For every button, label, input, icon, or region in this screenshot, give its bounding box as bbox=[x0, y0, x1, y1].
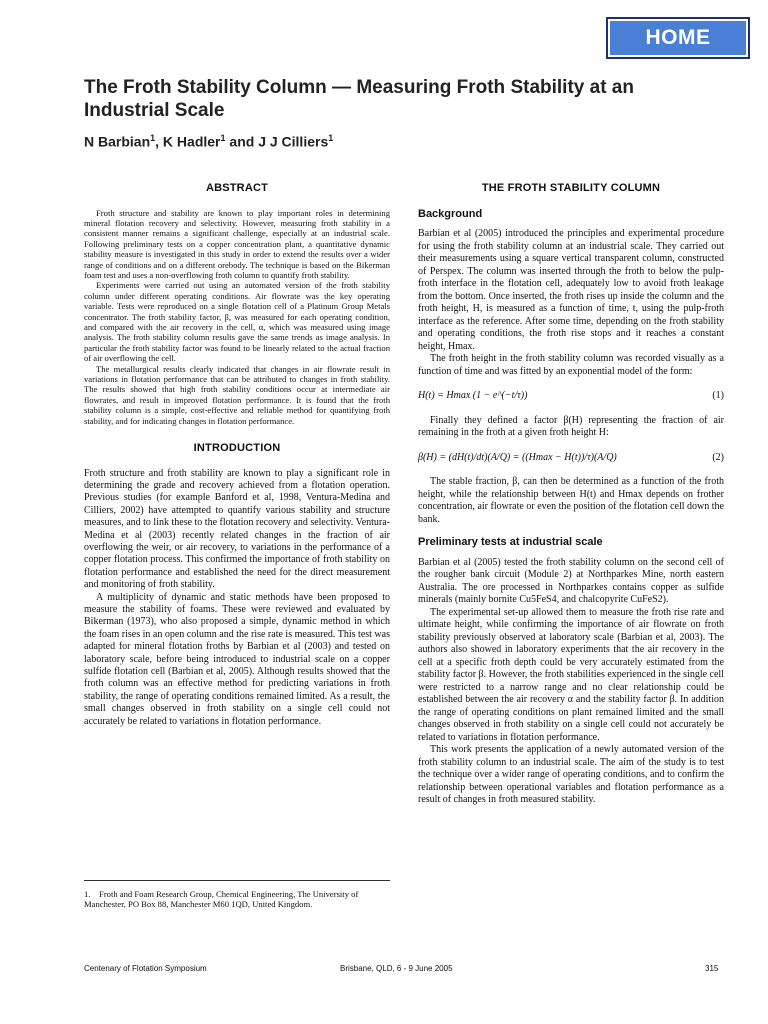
author-affiliation: 1 bbox=[328, 133, 334, 143]
background-paragraph: Barbian et al (2005) introduced the principles and experimental procedure for using the froth stability column at an industrial scale. They carried out their measurements using a square vertical transparent column, constructed of Perspex. The column was inserted through the froth to below the pulp-froth interface in the flotation cell, adequately low to avoid froth leakage from the bottom. Once inserted, the froth rises up inside the column and the froth height, H, is measured as a function of time, t, using the pulp-froth interface as the reference. After some time, depending on the froth stability and operating conditions, the froth rise stops and it reaches a constant height, Hmax. bbox=[418, 228, 724, 352]
equation-2 bbox=[418, 452, 724, 465]
author-affiliation: 1 bbox=[220, 133, 226, 143]
left-column bbox=[84, 182, 390, 728]
author-separator: , bbox=[155, 133, 163, 150]
right-column bbox=[418, 182, 724, 807]
equation-2-number: (2) bbox=[712, 451, 724, 463]
footnote bbox=[84, 880, 390, 910]
preliminary-paragraph: This work presents the application of a newly automated version of the froth stability column to an industrial scale. The aim of the study is to test the technique over a wider range of operating conditions, and to confirm the relationship between operational variables and flotation performance as a result of changes in froth measured stability. bbox=[418, 744, 724, 805]
equation-1-expression: H(t) = Hmax (1 − e^(−t/τ)) bbox=[418, 390, 528, 401]
preliminary-paragraph: Barbian et al (2005) tested the froth stability column on the second cell of the rougher bank circuit (Module 2) at Northparkes Mine, north eastern Australia. The ore processed in Northparkes contains copper as sulfide minerals (mainly bornite Cu5FeS4, and chalcopyrite CuFeS2). bbox=[418, 556, 724, 605]
footer-conference: Centenary of Flotation Symposium bbox=[84, 964, 207, 973]
introduction-section bbox=[84, 442, 390, 728]
equation-2-expression: β(H) = (dH(t)/dt)(A/Q) = ((Hmax − H(t))/τ)(A/Q) bbox=[418, 451, 617, 463]
footnote-rule bbox=[84, 880, 390, 881]
author-name: K Hadler bbox=[162, 133, 221, 150]
equation-intro-paragraph: Finally they defined a factor β(H) representing the fraction of air remaining in the froth at a given froth height H: bbox=[418, 414, 724, 438]
introduction-paragraph: Froth structure and froth stability are known to play a significant role in determining the grade and recovery achieved from a flotation operation. Previous studies (for example Banford et al, 1998, Ventura-Medina and Cilliers, 2002) have attempted to quantify various stability and structure measures, and to link these to the flotation recovery and selectivity. Ventura-Medina et al (2003) recently related changes in the fraction of air overflowing the weir, or air recovery, to variations in the performance of a copper flotation process. This confirmed the importance of froth stability on flotation performance and established the need for the direct measurement and monitoring of froth stability. bbox=[84, 467, 391, 591]
equation-1-number: (1) bbox=[712, 390, 724, 401]
paper-title: The Froth Stability Column — Measuring Froth Stability at an Industrial Scale bbox=[84, 77, 634, 121]
introduction-paragraph: A multiplicity of dynamic and static methods have been proposed to measure the stability of foams. These were reviewed and evaluated by Bikerman (1973), who also proposed a simple, dynamic method in which the foam rises in an open column and the rise rate is measured. This test was adapted for mineral flotation froths by Barbian et al (2003) and tested on laboratory scale, before being introduced to industrial scale on a copper sulfide flotation cell (Barbian et al, 2005). Although results showed that the froth column was an effective method for predicting variations in froth stability, the range of operating conditions remained limited. As a result, the small changes observed in froth stability on a single cell could not accurately be related to variations in flotation performance. bbox=[84, 591, 390, 727]
background-heading: Background bbox=[418, 207, 483, 220]
preliminary-tests-heading: Preliminary tests at industrial scale bbox=[418, 536, 603, 548]
footer-location-date: Brisbane, QLD, 6 - 9 June 2005 bbox=[340, 964, 453, 973]
abstract-paragraph: Experiments were carried out using an automated version of the froth stability column under different operating conditions. Air flowrate was the key operating variable. Tests were reproduced on a single flotation cell of a Platinum Group Metals concentrator. The froth stability factor, β, was measured for each operating condition, and compared with the air recovery in the cell, α, which was measured using image analysis. The froth stability column results gave the same trends as image analysis. In particular the froth stability factor was found to be linearly related to the actual fraction of air overflowing the cell. bbox=[84, 280, 390, 364]
home-button[interactable] bbox=[606, 17, 750, 59]
equation-1 bbox=[418, 390, 724, 403]
stable-fraction-paragraph: The stable fraction, β, can then be determined as a function of the froth height, while the relationship between H(t) and Hmax depends on frother concentration, air flowrate or even the position of the flotation cell down the bank. bbox=[418, 476, 724, 525]
author-list bbox=[84, 133, 333, 150]
author-separator: and bbox=[225, 133, 259, 150]
introduction-heading: INTRODUCTION bbox=[193, 442, 281, 455]
abstract-heading: ABSTRACT bbox=[205, 182, 269, 194]
abstract-paragraph: Froth structure and stability are known to play important roles in determining mineral flotation recovery and selectivity. However, measuring froth stability in a consistent manner remains a significant challenge, especially at an industrial scale. Following preliminary tests on a copper concentration plant, a quantitative dynamic stability measure is investigated in this study in order to extend the results over a wider range of conditions and on a different orebody. The technique is based on the Bikerman foam test and uses a non-overflowing froth column to quantify froth stability. bbox=[84, 207, 390, 280]
author-name: J J Cilliers bbox=[258, 133, 329, 150]
abstract-paragraph: The metallurgical results clearly indicated that changes in air flowrate result in variations in flotation performance that can be attributed to changes in froth stability. The results showed that high froth stability conditions occur at intermediate air flowrates, and result in improved flotation performance. It is found that the froth stability column is a simple, cost-effective and reliable method for quantifying froth stability, and for indicating changes in flotation performance. bbox=[84, 363, 390, 426]
author-affiliation: 1 bbox=[150, 133, 156, 143]
footer-page-number: 315 bbox=[705, 964, 719, 973]
abstract-section bbox=[84, 182, 390, 426]
footnote-text: 1. Froth and Foam Research Group, Chemical Engineering, The University of Manchester, PO Box 88, Manchester M60 1QD, United Kingdom. bbox=[84, 889, 359, 910]
section-heading: THE FROTH STABILITY COLUMN bbox=[481, 182, 661, 194]
background-paragraph: The froth height in the froth stability column was recorded visually as a function of time and was fitted by an exponential model of the form: bbox=[418, 353, 724, 377]
preliminary-paragraph: The experimental set-up allowed them to measure the froth rise rate and ultimate height, while confirming the importance of air flowrate on froth stability previously observed at laboratory scale (Barbian et al, 2003). The authors also showed in laboratory experiments that the air recovery in the cell at a specific froth depth could be very accurately estimated from the stability factor β. However, the froth stabilities experienced in the single cell were restricted to a narrow range and no clear relationship could be established between the air recovery α and the stability factor β. In addition the range of operating conditions on plant remained limited and the small changes observed in froth stability on a single cell could not accurately be related to variations in flotation performance. bbox=[418, 606, 724, 743]
author-name: N Barbian bbox=[84, 133, 151, 150]
home-button-label: HOME bbox=[610, 21, 746, 55]
